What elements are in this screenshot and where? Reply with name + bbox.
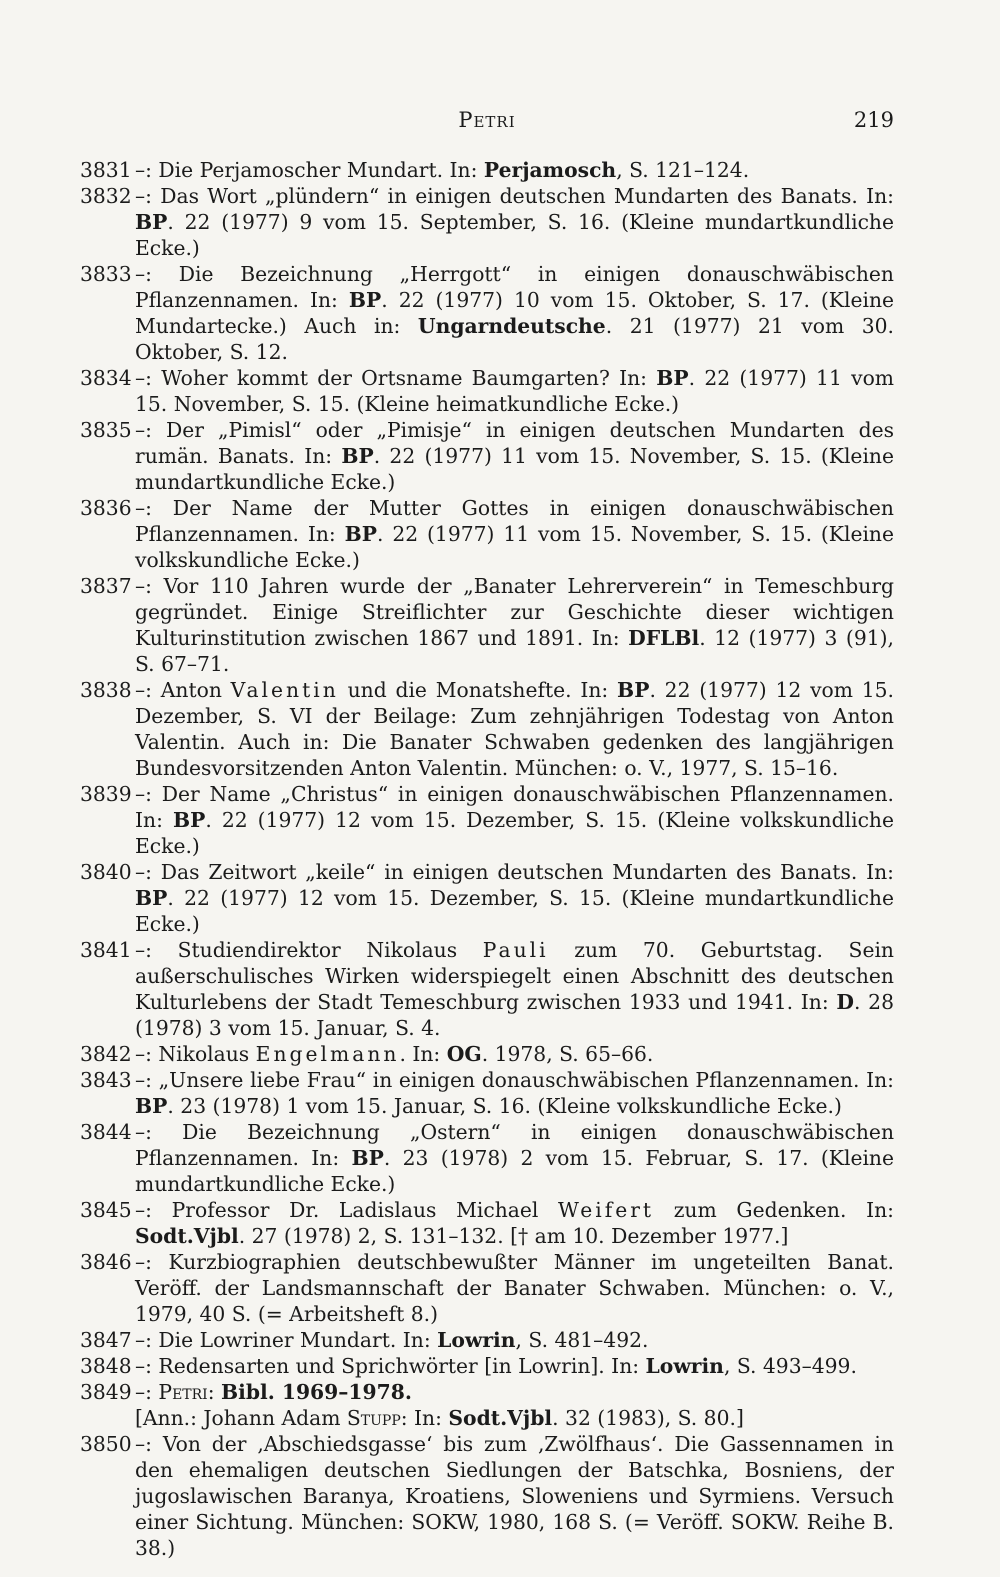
entry-text-segment: . 22 (1977) 10 vom 15. Oktober, S. 17. (Kleine Mundartecke.) Auch in:: [135, 288, 895, 338]
source-abbreviation: BP: [344, 522, 378, 546]
entry-text-segment: . 22 (1977) 11 vom 15. November, S. 15. (Kleine heimatkundliche Ecke.): [135, 366, 895, 416]
entry-text: [135, 1354, 857, 1378]
bibliography-entry: [80, 1249, 894, 1327]
bibliography-entry: [80, 677, 894, 781]
entry-text: [135, 1120, 894, 1196]
entry-text-segment: –: Professor Dr. Ladislaus Michael: [135, 1198, 559, 1222]
person-name: Weifert: [558, 1198, 655, 1222]
entry-text-segment: . 22 (1977) 12 vom 15. Dezember, S. VI der Beilage: Zum zehnjährigen Todestag von Anton Valentin. Auch in: Die Banater Schwaben gedenken des langjährigen Bundesvorsitzenden Anton Valentin. München: o. V., 1977, S. 15–16.: [135, 678, 895, 780]
entry-text-segment: : In:: [400, 1406, 449, 1430]
entry-text-segment: –: Anton: [135, 678, 231, 702]
entry-number: 3845: [80, 1198, 132, 1222]
entry-text: [135, 158, 749, 182]
entry-text-segment: –: Das Zeitwort „keile“ in einigen deutschen Mundarten des Banats. In:: [135, 860, 894, 884]
source-abbreviation: DFLBl: [628, 626, 700, 650]
entry-text-segment: –: Die Bezeichnung „Ostern“ in einigen donauschwäbischen Pflanzennamen. In:: [135, 1120, 894, 1170]
source-abbreviation: BP: [656, 366, 689, 390]
entry-text-segment: –: Der Name „Christus“ in einigen donauschwäbischen Pflanzennamen. In:: [135, 782, 894, 832]
entry-text-segment: . 22 (1977) 11 vom 15. November, S. 15. (Kleine mundartkundliche Ecke.): [135, 444, 894, 494]
entry-number: 3841: [80, 938, 132, 962]
entry-text-segment: –: Nikolaus: [135, 1042, 256, 1066]
running-head: Petri: [458, 108, 516, 132]
entry-number: 3842: [80, 1042, 132, 1066]
person-name: Pauli: [482, 938, 549, 962]
entry-text: [135, 1432, 894, 1560]
bibliography-entry: [80, 1405, 894, 1431]
entry-text-segment: –: Die Lowriner Mundart. In:: [135, 1328, 438, 1352]
entry-text-segment: –: Vor 110 Jahren wurde der „Banater Lehrerverein“ in Temeschburg gegründet. Einige Streiflichter zur Geschichte dieser wichtigen Kulturinstitution zwischen 1867 und 1891. In:: [135, 574, 894, 650]
entry-text: [135, 678, 894, 780]
entry-number: 3833: [80, 262, 132, 286]
bibliography-entry: [80, 261, 894, 365]
entry-text-segment: –: „Unsere liebe Frau“ in einigen donauschwäbischen Pflanzennamen. In:: [135, 1068, 894, 1092]
entry-text: [135, 1380, 412, 1404]
bibliography-entry: [80, 1353, 894, 1379]
source-abbreviation: D: [836, 990, 855, 1014]
entry-text-segment: –: Redensarten und Sprichwörter [in Lowrin]. In:: [135, 1354, 646, 1378]
entry-text-segment: –: Das Wort „plündern“ in einigen deutschen Mundarten des Banats. In:: [135, 184, 894, 208]
source-abbreviation: Lowrin: [645, 1354, 724, 1378]
bibliography-entry: [80, 1041, 894, 1067]
source-abbreviation: Ungarndeutsche: [417, 314, 606, 338]
entry-number: 3835: [80, 418, 132, 442]
bibliography-entry: [80, 1197, 894, 1249]
entry-text-segment: –: Der „Pimisl“ oder „Pimisje“ in einigen deutschen Mundarten des rumän. Banats. In:: [135, 418, 894, 468]
entry-number: 3850: [80, 1432, 132, 1456]
entry-text-segment: –: Der Name der Mutter Gottes in einigen donauschwäbischen Pflanzennamen. In:: [135, 496, 894, 546]
entry-number: 3837: [80, 574, 132, 598]
entry-text-segment: . 22 (1977) 11 vom 15. November, S. 15. (Kleine volkskundliche Ecke.): [135, 522, 894, 572]
entry-text-segment: . In:: [399, 1042, 447, 1066]
source-abbreviation: BP: [341, 444, 374, 468]
entry-text: [135, 496, 894, 572]
source-abbreviation: Sodt.Vjbl: [448, 1406, 553, 1430]
bibliography-entry: [80, 781, 894, 859]
entry-number: 3847: [80, 1328, 132, 1352]
entry-text-segment: . 12 (1977) 3 (91), S. 67–71.: [135, 626, 895, 676]
entry-text-segment: . 22 (1977) 12 vom 15. Dezember, S. 15. (Kleine volkskundliche Ecke.): [135, 808, 894, 858]
bibliography-entry: [80, 183, 894, 261]
entry-text-segment: –: Studiendirektor Nikolaus: [135, 938, 483, 962]
bibliography-entry: [80, 417, 894, 495]
bibliography-entry: [80, 1431, 894, 1561]
source-abbreviation: OG: [446, 1042, 482, 1066]
source-abbreviation: BP: [135, 1094, 168, 1118]
entry-text-segment: –: Die Bezeichnung „Herrgott“ in einigen donauschwäbischen Pflanzennamen. In:: [135, 262, 894, 312]
entry-text: [135, 1406, 744, 1430]
entry-text-segment: , S. 493–499.: [723, 1354, 857, 1378]
entry-text-segment: . 27 (1978) 2, S. 131–132. [† am 10. Dezember 1977.]: [238, 1224, 789, 1248]
entry-text: [135, 860, 894, 936]
bibliography-entry: [80, 1379, 894, 1405]
entry-text-segment: , S. 121–124.: [616, 158, 750, 182]
source-abbreviation: BP: [172, 808, 206, 832]
entry-text: [135, 366, 894, 416]
source-abbreviation: Lowrin: [437, 1328, 516, 1352]
entry-number: 3834: [80, 366, 132, 390]
entry-number: 3846: [80, 1250, 132, 1274]
entry-text-segment: . 1978, S. 65–66.: [481, 1042, 654, 1066]
bibliography-entry: [80, 157, 894, 183]
page-header: [80, 108, 894, 148]
entry-number: 3839: [80, 782, 132, 806]
entry-text-segment: . 21 (1977) 21 vom 30. Oktober, S. 12.: [135, 314, 894, 364]
bibliography-entry: [80, 937, 894, 1041]
entry-text: [135, 418, 894, 494]
source-abbreviation: BP: [348, 288, 382, 312]
entry-number: 3848: [80, 1354, 132, 1378]
bibliography-list: [80, 157, 894, 1561]
entry-number: 3843: [80, 1068, 132, 1092]
source-abbreviation: BP: [351, 1146, 384, 1170]
entry-number: 3832: [80, 184, 132, 208]
entry-text-segment: . 23 (1978) 1 vom 15. Januar, S. 16. (Kleine volkskundliche Ecke.): [167, 1094, 842, 1118]
author-name: Petri: [158, 1380, 208, 1404]
bibliography-entry: [80, 365, 894, 417]
entry-text-segment: , S. 481–492.: [515, 1328, 649, 1352]
entry-text-segment: :: [207, 1380, 221, 1404]
entry-text-segment: zum 70. Geburtstag. Sein außerschulisches Wirken widerspiegelt einen Abschnitt des deutschen Kulturlebens der Stadt Temeschburg zwischen 1933 und 1941. In:: [135, 938, 894, 1014]
entry-number: 3838: [80, 678, 132, 702]
entry-text: [135, 574, 894, 676]
entry-text: [135, 262, 894, 364]
bibliography-entry: [80, 1119, 894, 1197]
entry-text: [135, 1042, 653, 1066]
entry-number: 3840: [80, 860, 132, 884]
entry-text-segment: . 22 (1977) 9 vom 15. September, S. 16. (Kleine mundartkundliche Ecke.): [135, 210, 894, 260]
entry-text-segment: zum Gedenken. In:: [654, 1198, 895, 1222]
bibliography-entry: [80, 495, 894, 573]
person-name: Valentin: [230, 678, 339, 702]
source-abbreviation: BP: [135, 210, 168, 234]
entry-text: [135, 938, 894, 1040]
entry-text: [135, 1198, 894, 1248]
entry-number: 3849: [80, 1380, 132, 1404]
entry-text: [135, 782, 894, 858]
bibliography-entry: [80, 1327, 894, 1353]
source-abbreviation: BP: [617, 678, 650, 702]
author-name: Stupp: [346, 1406, 401, 1430]
entry-text-segment: . 32 (1983), S. 80.]: [552, 1406, 744, 1430]
entry-text: [135, 1250, 894, 1326]
entry-number: 3836: [80, 496, 132, 520]
source-abbreviation: BP: [135, 886, 168, 910]
person-name: Engelmann: [255, 1042, 400, 1066]
entry-text-segment: [Ann.: Johann Adam: [135, 1406, 347, 1430]
entry-number: 3831: [80, 158, 132, 182]
entry-text-segment: –: Woher kommt der Ortsname Baumgarten? In:: [135, 366, 657, 390]
entry-text-segment: –: Kurzbiographien deutschbewußter Männer im ungeteilten Banat. Veröff. der Landsmannschaft der Banater Schwaben. München: o. V., 1979, 40 S. (= Arbeitsheft 8.): [135, 1250, 894, 1326]
entry-text-segment: und die Monatshefte. In:: [338, 678, 618, 702]
entry-text-segment: –:: [135, 1380, 159, 1404]
entry-number: 3844: [80, 1120, 132, 1144]
source-abbreviation: Sodt.Vjbl: [135, 1224, 239, 1248]
entry-text-segment: –: Von der ‚Abschiedsgasse‘ bis zum ‚Zwölfhaus‘. Die Gassennamen in den ehemaligen deutschen Siedlungen der Batschka, Bosniens, der jugoslawischen Baranya, Kroatiens, Sloweniens und Syrmiens. Versuch einer Sichtung. München: SOKW, 1980, 168 S. (= Veröff. SOKW. Reihe B. 38.): [135, 1432, 894, 1560]
entry-text: [135, 184, 894, 260]
bibliography-entry: [80, 573, 894, 677]
bibliography-entry: [80, 859, 894, 937]
bibliography-entry: [80, 1067, 894, 1119]
entry-text: [135, 1328, 648, 1352]
source-abbreviation: Perjamosch: [483, 158, 617, 182]
entry-text-segment: . 28 (1978) 3 vom 15. Januar, S. 4.: [135, 990, 894, 1040]
page-number: 219: [853, 108, 894, 132]
entry-text-segment: –: Die Perjamoscher Mundart. In:: [135, 158, 484, 182]
entry-text-segment: . 22 (1977) 12 vom 15. Dezember, S. 15. (Kleine mundartkundliche Ecke.): [135, 886, 894, 936]
entry-text-segment: . 23 (1978) 2 vom 15. Februar, S. 17. (Kleine mundartkundliche Ecke.): [135, 1146, 894, 1196]
entry-text: [135, 1068, 894, 1118]
source-abbreviation: Bibl. 1969–1978.: [220, 1380, 412, 1404]
